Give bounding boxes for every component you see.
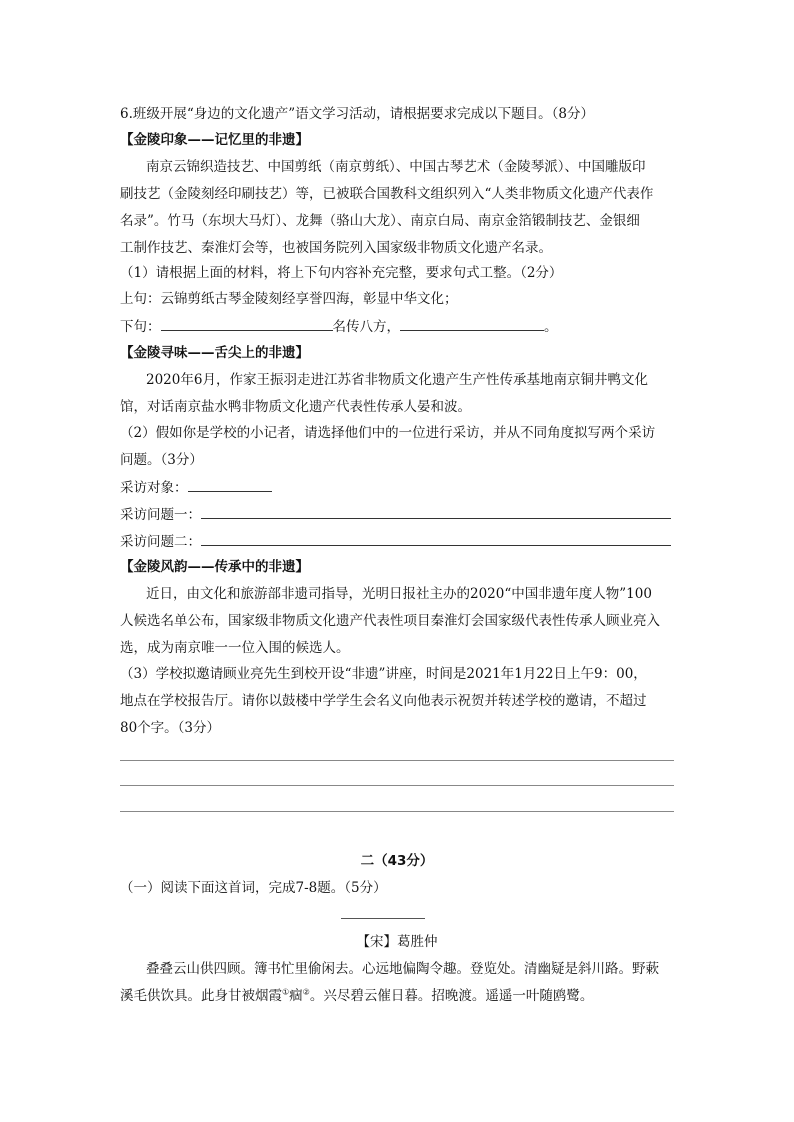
paragraph-line: 工制作技艺、秦淮灯会等，也被国务院列入国家级非物质文化遗产名录。 [120,240,552,256]
paragraph-line: 刷技艺（金陵刻经印刷技艺）等，已被联合国教科文组织列入“人类非物质文化遗产代表作 [120,186,654,202]
interview-target-label: 采访对象： [120,480,188,496]
paragraph-line: 近日，由文化和旅游部非遗司指导，光明日报社主办的2020“中国非遗年度人物”100 [146,586,652,602]
interview-question-2-blank[interactable] [201,531,671,546]
paragraph-line: 选，成为南京唯一一位入围的候选人。 [120,640,350,656]
section-heading-impression: 【金陵印象——记忆里的非遗】 [120,132,309,148]
couplet-lower-mid: 名传八方， [332,319,400,335]
paragraph-line: 名录”。竹马（东坝大马灯）、龙舞（骆山大龙）、南京白局、南京金箔锻制技艺、金银细 [120,213,640,229]
interview-question-2 [120,531,674,552]
answer-line[interactable] [120,811,674,812]
interview-question-1-label: 采访问题一： [120,507,201,523]
sub-question-2: （2）假如你是学校的小记者，请选择他们中的一位进行采访，并从不同角度拟写两个采访 [120,425,656,441]
interview-question-1-blank[interactable] [201,504,671,519]
poem-line: 叠叠云山供四顾。簿书忙里偷闲去。心远地偏陶令趣。登览处。清幽疑是斜川路。野蔌 [146,961,659,977]
sub-question-3: （3）学校拟邀请顾业亮先生到校开设“非遗”讲座，时间是2021年1月22日上午9：00， [120,666,647,682]
poem-line-text: 痼 [289,988,303,1004]
footnote-mark: ① [282,987,290,997]
interview-target [120,477,674,498]
poem-line [120,986,674,1006]
paragraph-line: 南京云锦织造技艺、中国剪纸（南京剪纸）、中国古琴艺术（金陵琴派）、中国雕版印 [146,159,646,175]
part-2-title: 二（43分） [360,853,434,869]
interview-question-2-label: 采访问题二： [120,534,201,550]
answer-line[interactable] [120,760,674,761]
poem-line-text: 。兴尽碧云催日暮。招晚渡。遥遥一叶随鸥鹭。 [309,988,594,1004]
couplet-upper: 上句：云锦剪纸古琴金陵刻经享誉四海，彰显中华文化； [120,291,458,307]
sub-question-3-cont: 80个字。（3分） [120,720,221,736]
part-2-subtitle: （一）阅读下面这首词，完成7-8题。（5分） [120,880,387,896]
sub-question-3-cont: 地点在学校报告厅。请你以鼓楼中学学生会名义向他表示祝贺并转述学校的邀请，不超过 [120,693,647,709]
couplet-lower-prefix: 下句： [120,319,161,335]
footnote-mark: ② [302,987,310,997]
answer-blank[interactable] [400,316,544,331]
interview-target-blank[interactable] [188,477,272,492]
couplet-lower [120,316,674,337]
answer-blank[interactable] [161,316,333,331]
poem-author: 【宋】葛胜仲 [356,934,438,950]
paragraph-line: 馆，对话南京盐水鸭非物质文化遗产代表性传承人晏和波。 [120,399,471,415]
couplet-lower-end: 。 [544,319,558,335]
poem-line-text: 溪毛供饮具。此身甘被烟霞 [120,988,282,1004]
answer-line[interactable] [120,785,674,786]
sub-question-2-cont: 问题。（3分） [120,452,203,468]
section-heading-taste: 【金陵寻味——舌尖上的非遗】 [120,345,309,361]
section-heading-charm: 【金陵风韵——传承中的非遗】 [120,559,309,575]
question-6-title: 6.班级开展“身边的文化遗产”语文学习活动，请根据要求完成以下题目。（8分） [120,106,595,122]
paragraph-line: 2020年6月，作家王振羽走进江苏省非物质文化遗产生产性传承基地南京铜井鸭文化 [146,372,648,388]
poem-title-blank[interactable] [341,918,425,919]
paragraph-line: 人候选名单公布，国家级非物质文化遗产代表性项目秦淮灯会国家级代表性传承人顾业亮入 [120,613,660,629]
sub-question-1: （1）请根据上面的材料，将上下句内容补充完整，要求句式工整。（2分） [120,265,563,281]
interview-question-1 [120,504,674,525]
